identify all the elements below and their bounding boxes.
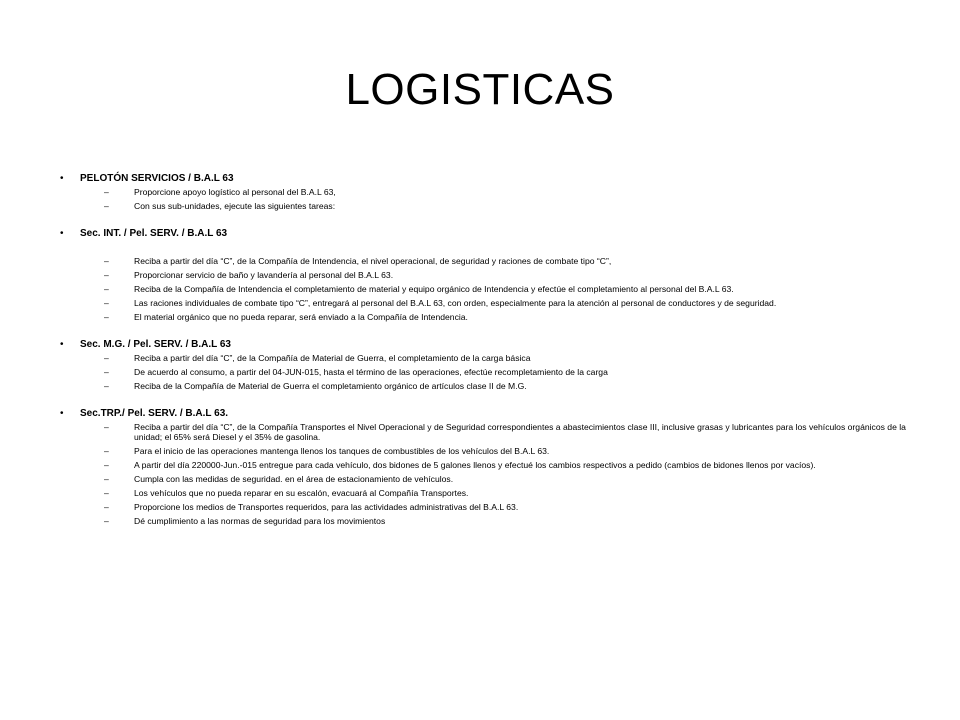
dash-icon: –: [104, 284, 109, 294]
list-item: [60, 298, 912, 308]
list-item-text: Reciba de la Compañía de Intendencia el completamiento de material y equipo orgánico de Intendencia y efectúe el completamiento al personal del B.A.L 63.: [134, 284, 734, 294]
list-item: [60, 312, 912, 322]
dash-icon: –: [104, 367, 109, 377]
list-item: [60, 516, 912, 526]
section-peloton-servicios: [60, 172, 912, 211]
list-item-text: Reciba a partir del día “C”, de la Compañía de Material de Guerra, el completamiento de la carga básica: [134, 353, 531, 363]
list-item-text: Con sus sub-unidades, ejecute las siguientes tareas:: [134, 201, 336, 211]
list-item-text: De acuerdo al consumo, a partir del 04-JUN-015, hasta el término de las operaciones, efectúe recompletamiento de la carga: [134, 367, 608, 377]
sub-list: [60, 256, 912, 322]
list-item: [60, 502, 912, 512]
section-heading: [60, 407, 912, 420]
section-sec-trp: [60, 407, 912, 526]
bullet-icon: •: [60, 339, 64, 350]
bullet-icon: •: [60, 228, 64, 239]
bullet-icon: •: [60, 173, 64, 184]
dash-icon: –: [104, 488, 109, 498]
list-item-text: Los vehículos que no pueda reparar en su escalón, evacuará al Compañía Transportes.: [134, 488, 469, 498]
section-heading-text: PELOTÓN SERVICIOS / B.A.L 63: [80, 173, 234, 184]
section-heading: [60, 227, 912, 240]
list-item: [60, 381, 912, 391]
list-item: [60, 488, 912, 498]
dash-icon: –: [104, 474, 109, 484]
list-item: [60, 201, 912, 211]
list-item-text: Reciba a partir del día “C”, de la Compañía de Intendencia, el nivel operacional, de seguridad y raciones de combate tipo “C”,: [134, 256, 612, 266]
dash-icon: –: [104, 187, 109, 197]
list-item: [60, 270, 912, 280]
list-item: [60, 353, 912, 363]
dash-icon: –: [104, 256, 109, 266]
list-item-text: El material orgánico que no pueda reparar, será enviado a la Compañía de Intendencia.: [134, 312, 468, 322]
section-heading-text: Sec.TRP./ Pel. SERV. / B.A.L 63.: [80, 408, 229, 419]
list-item-text: A partir del día 220000-Jun.-015 entregue para cada vehículo, dos bidones de 5 galones llenos y efectué los cambios respectivos a pedido (cambios de bidones llenos por vacíos).: [134, 460, 816, 470]
section-sec-int: [60, 227, 912, 322]
list-item: [60, 256, 912, 266]
slide-title: LOGISTICAS: [345, 65, 615, 114]
dash-icon: –: [104, 516, 109, 526]
list-item-text: Proporcione los medios de Transportes requeridos, para las actividades administrativas del B.A.L 63.: [134, 502, 519, 512]
list-item-text: Proporcione apoyo logístico al personal del B.A.L 63,: [134, 187, 336, 197]
list-item-text: Reciba de la Compañía de Material de Guerra el completamiento orgánico de artículos clase II de M.G.: [134, 381, 527, 391]
dash-icon: –: [104, 446, 109, 456]
list-item-text: Para el inicio de las operaciones mantenga llenos los tanques de combustibles de los vehículos del B.A.L 63.: [134, 446, 550, 456]
list-item: [60, 422, 912, 442]
dash-icon: –: [104, 270, 109, 280]
list-item: [60, 474, 912, 484]
dash-icon: –: [104, 502, 109, 512]
sub-list: [60, 187, 912, 211]
list-item: [60, 367, 912, 377]
list-item-text: Proporcionar servicio de baño y lavandería al personal del B.A.L 63.: [134, 270, 394, 280]
section-heading: [60, 172, 912, 185]
section-heading: [60, 338, 912, 351]
section-heading-text: Sec. INT. / Pel. SERV. / B.A.L 63: [80, 228, 228, 239]
dash-icon: –: [104, 312, 109, 322]
sub-list: [60, 422, 912, 526]
dash-icon: –: [104, 422, 109, 432]
dash-icon: –: [104, 381, 109, 391]
list-item-text: Cumpla con las medidas de seguridad. en el área de estacionamiento de vehículos.: [134, 474, 454, 484]
dash-icon: –: [104, 353, 109, 363]
list-item: [60, 460, 912, 470]
section-sec-mg: [60, 338, 912, 391]
dash-icon: –: [104, 201, 109, 211]
dash-icon: –: [104, 298, 109, 308]
slide-content: [60, 172, 912, 530]
section-heading-text: Sec. M.G. / Pel. SERV. / B.A.L 63: [80, 339, 231, 350]
list-item-text: Las raciones individuales de combate tipo “C”, entregará al personal del B.A.L 63, con orden, especialmente para la atención al personal de conductores y de seguridad.: [134, 298, 777, 308]
sub-list: [60, 353, 912, 391]
list-item-text: Dé cumplimiento a las normas de seguridad para los movimientos: [134, 516, 386, 526]
bullet-icon: •: [60, 408, 64, 419]
list-item: [60, 187, 912, 197]
list-item: [60, 284, 912, 294]
dash-icon: –: [104, 460, 109, 470]
list-item: [60, 446, 912, 456]
list-item-text: Reciba a partir del día “C”, de la Compañía Transportes el Nivel Operacional y de Seguridad correspondientes a abastecimientos clase III, inclusive grasas y lubricantes para los vehículos orgánicos de la unidad; el 65% será Diesel y el 35% de gasolina.: [134, 422, 906, 442]
